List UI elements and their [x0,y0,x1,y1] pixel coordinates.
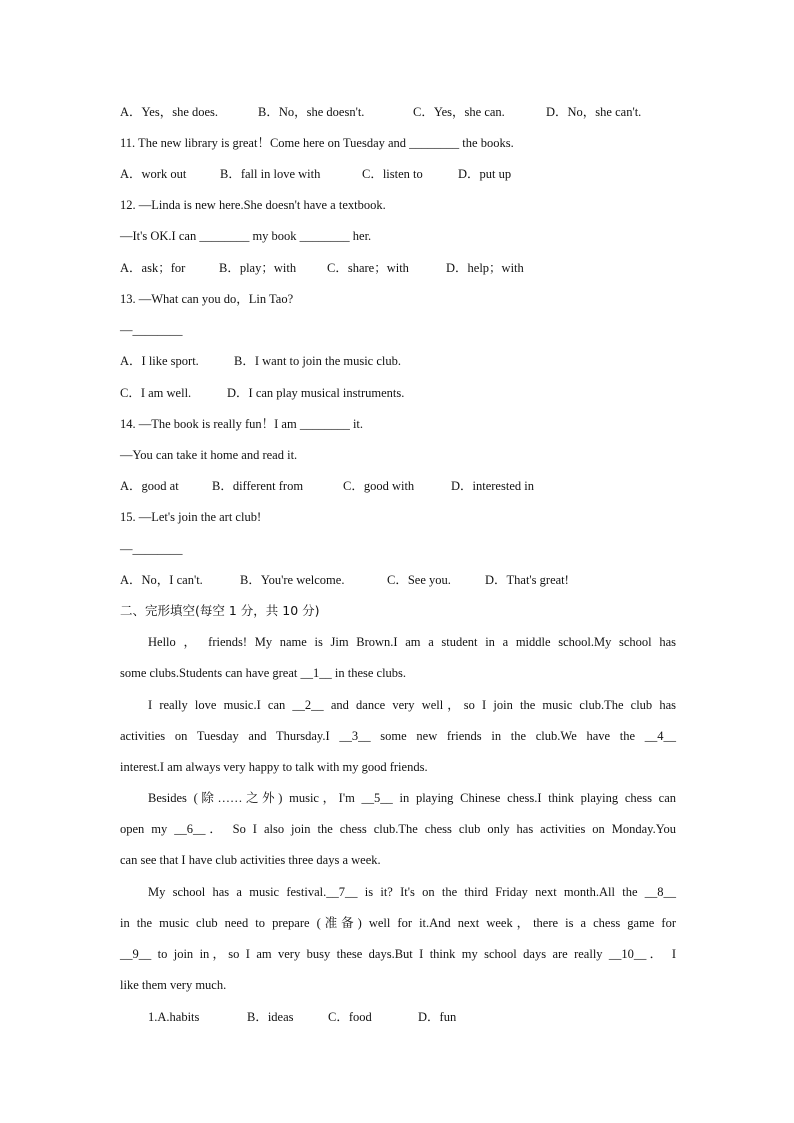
q15-options [120,570,676,590]
q13-options-row2 [120,383,676,403]
q15-option-d: D．That's great! [485,573,569,587]
q15-option-b: B．You're welcome. [240,573,345,587]
passage-p1-line2: some clubs.Students can have great __1__ in these clubs. [120,666,407,680]
q10-option-a: A．Yes，she does. [120,105,219,119]
q12-options [120,258,676,278]
cloze-q1-option-c: C．food [328,1010,372,1024]
q13-answer-blank: —________ [120,323,183,337]
q12-line1: 12. —Linda is new here.She doesn't have a textbook. [120,198,386,212]
q13-options-row1 [120,351,676,371]
passage-p4-line1: My school has a music festival.__7__ is it? It's on the third Friday next month.All the __8__ [148,885,676,899]
q13-option-d: D．I can play musical instruments. [227,386,405,400]
q10-option-c: C．Yes，she can. [413,105,505,119]
q15-option-a: A．No，I can't. [120,573,203,587]
q15-option-c: C．See you. [387,573,451,587]
q13-option-a: A．I like sport. [120,354,199,368]
q14-option-c: C．good with [343,479,415,493]
q14-line2: —You can take it home and read it. [120,448,298,462]
q13-option-b: B．I want to join the music club. [234,354,401,368]
q12-option-d: D．help；with [446,261,524,275]
passage-p4-line4: like them very much. [120,978,227,992]
passage-p2-line1: I really love music.I can __2__ and dance very well，so I join the music club.The club has [148,698,676,712]
cloze-q1-option-d: D．fun [418,1010,457,1024]
q11-stem: 11. The new library is great！Come here on Tuesday and ________ the books. [120,136,514,150]
q14-options [120,476,676,496]
q12-line2: —It's OK.I can ________ my book ________ her. [120,229,372,243]
q10-option-d: D．No，she can't. [546,105,642,119]
q10-options [120,102,676,122]
q14-option-d: D．interested in [451,479,534,493]
passage-p4-line2: in the music club need to prepare (准备) well for it.And next week，there is a chess game for [120,916,676,930]
q13-line1: 13. —What can you do，Lin Tao? [120,292,294,306]
q15-answer-blank: —________ [120,542,183,556]
cloze-q1-option-b: B．ideas [247,1010,294,1024]
q12-option-c: C．share；with [327,261,409,275]
cloze-q1-option-a: 1.A.habits [148,1010,200,1024]
q10-option-b: B．No，she doesn't. [258,105,365,119]
passage-p3-line1: Besides (除……之外) music，I'm __5__ in playing Chinese chess.I think playing chess can [148,791,676,805]
q15-line1: 15. —Let's join the art club! [120,510,262,524]
passage-p2-line3: interest.I am always very happy to talk with my good friends. [120,760,428,774]
q11-option-d: D．put up [458,167,512,181]
passage-p1-line1: Hello ， friends! My name is Jim Brown.I am a student in a middle school.My school has [148,635,676,649]
passage-p4-line3: __9__ to join in，so I am very busy these days.But I think my school days are really __10__． I [120,947,676,961]
passage-p3-line3: can see that I have club activities three days a week. [120,853,381,867]
q14-option-b: B．different from [212,479,304,493]
cloze-q1-options [148,1007,676,1027]
q11-option-b: B．fall in love with [220,167,321,181]
q13-option-c: C．I am well. [120,386,192,400]
q11-option-c: C．listen to [362,167,423,181]
q11-option-a: A．work out [120,167,187,181]
q14-line1: 14. —The book is really fun！I am ________ it. [120,417,364,431]
passage-p3-line2: open my __6__． So I also join the chess club.The chess club only has activities on Monday.You [120,822,676,836]
q14-option-a: A．good at [120,479,179,493]
q12-option-b: B．play；with [219,261,297,275]
section-heading: 二、完形填空(每空 1 分，共 10 分) [120,603,320,618]
q11-options [120,164,676,184]
q12-option-a: A．ask；for [120,261,186,275]
passage-p2-line2: activities on Tuesday and Thursday.I __3__ some new friends in the club.We have the __4__ [120,729,676,743]
